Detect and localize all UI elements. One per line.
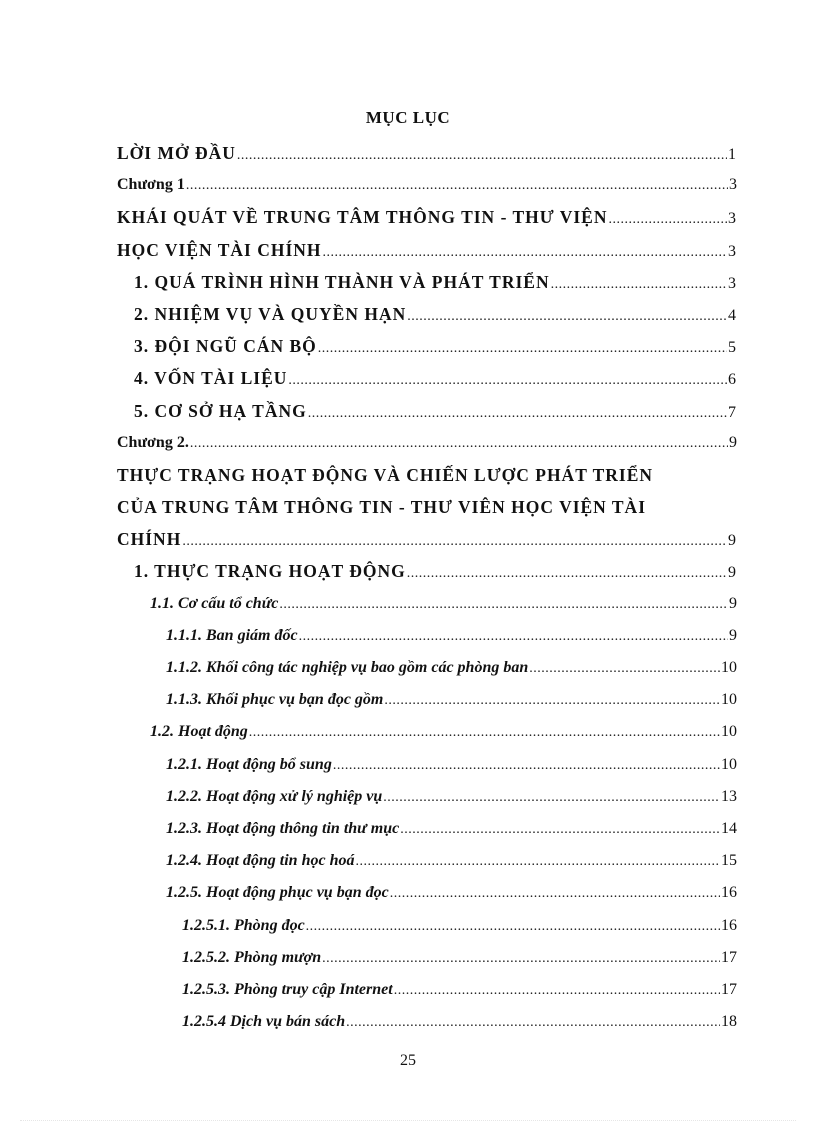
toc-entry-page: 3 bbox=[728, 242, 737, 260]
toc-entry-label: KHÁI QUÁT VỀ TRUNG TÂM THÔNG TIN - THƯ VIỆN bbox=[117, 207, 608, 228]
toc-entry-page: 6 bbox=[728, 371, 737, 389]
toc-dot-leader bbox=[400, 814, 720, 846]
toc-entry-page: 5 bbox=[728, 339, 737, 357]
toc-dot-leader bbox=[237, 140, 727, 172]
toc-dot-leader bbox=[383, 782, 720, 814]
toc-entry-label: 1.2.3. Hoạt động thông tin thư mục bbox=[166, 819, 400, 837]
toc-dot-leader bbox=[551, 269, 727, 301]
toc-entry-label: 1.2.1. Hoạt động bổ sung bbox=[166, 755, 332, 773]
toc-entry[interactable] bbox=[117, 813, 737, 845]
toc-dot-leader bbox=[355, 846, 720, 878]
toc-entry-page: 16 bbox=[721, 884, 737, 902]
toc-entry-label: 1.1.2. Khối công tác nghiệp vụ bao gồm các phòng ban bbox=[166, 659, 529, 676]
toc-entry-page: 9 bbox=[728, 532, 737, 550]
toc-entry[interactable] bbox=[117, 910, 737, 942]
toc-dot-leader bbox=[322, 943, 720, 975]
toc-entry-label: CHÍNH bbox=[117, 529, 182, 550]
toc-entry-label: 1.2.5.3. Phòng truy cập Internet bbox=[182, 980, 393, 998]
toc-entry[interactable] bbox=[117, 491, 737, 523]
toc-dot-leader bbox=[346, 1007, 720, 1039]
toc-entry[interactable] bbox=[117, 974, 737, 1006]
toc-dot-leader bbox=[279, 589, 728, 621]
toc-entry[interactable] bbox=[117, 877, 737, 909]
toc-entry[interactable] bbox=[117, 684, 737, 716]
toc-entry[interactable] bbox=[117, 427, 737, 459]
toc-dot-leader bbox=[384, 685, 720, 717]
toc-entry-page: 15 bbox=[721, 852, 737, 870]
toc-dot-leader bbox=[249, 717, 720, 749]
toc-entry-page: 3 bbox=[728, 210, 737, 228]
toc-entry-page: 3 bbox=[729, 176, 737, 194]
toc-entry-page: 10 bbox=[721, 691, 737, 709]
toc-entry-page: 10 bbox=[721, 659, 737, 676]
toc-entry[interactable] bbox=[117, 716, 737, 748]
toc-entry[interactable] bbox=[117, 298, 737, 330]
toc-dot-leader bbox=[407, 558, 727, 590]
toc-entry-label: Chương 2. bbox=[117, 433, 189, 451]
toc-entry-page: 18 bbox=[721, 1013, 737, 1031]
toc-dot-leader bbox=[323, 237, 727, 269]
toc-entry-label: 1.1.1. Ban giám đốc bbox=[166, 626, 298, 644]
toc-dot-leader bbox=[182, 526, 727, 558]
toc-entry-page: 9 bbox=[729, 594, 737, 612]
toc-entry-label: 1.1. Cơ cấu tổ chức bbox=[150, 594, 279, 612]
toc-entry-label: 1.2. Hoạt động bbox=[150, 723, 248, 741]
toc-dot-leader bbox=[186, 170, 728, 202]
toc-dot-leader bbox=[608, 204, 727, 236]
toc-entry[interactable] bbox=[117, 266, 737, 298]
toc-entry[interactable] bbox=[117, 169, 737, 201]
toc-entry-label: Chương 1 bbox=[117, 176, 185, 194]
toc-entry[interactable] bbox=[117, 588, 737, 620]
toc-entry[interactable] bbox=[117, 523, 737, 555]
toc-entry-label: 1. THỰC TRẠNG HOẠT ĐỘNG bbox=[134, 561, 406, 582]
toc-entry-label: 1.2.5. Hoạt động phục vụ bạn đọc bbox=[166, 884, 389, 902]
toc-entry-label: 1. QUÁ TRÌNH HÌNH THÀNH VÀ PHÁT TRIỂN bbox=[134, 271, 550, 292]
toc-entry[interactable] bbox=[117, 1006, 737, 1038]
toc-entry-label: 3. ĐỘI NGŨ CÁN BỘ bbox=[134, 336, 317, 357]
toc-entry-label: 4. VỐN TÀI LIỆU bbox=[134, 368, 288, 389]
toc-entry[interactable] bbox=[117, 845, 737, 877]
toc-entry[interactable] bbox=[117, 749, 737, 781]
toc-entry-page: 3 bbox=[728, 274, 737, 292]
toc-entry-page: 9 bbox=[729, 626, 737, 644]
toc-entry-label: 2. NHIỆM VỤ VÀ QUYỀN HẠN bbox=[134, 303, 407, 324]
toc-entry-page: 13 bbox=[721, 787, 737, 805]
toc-entry-label: HỌC VIỆN TÀI CHÍNH bbox=[117, 239, 322, 260]
toc-entry-page: 16 bbox=[721, 916, 737, 934]
toc-entry-label: 5. CƠ SỞ HẠ TẦNG bbox=[134, 400, 307, 421]
toc-entry[interactable] bbox=[117, 942, 737, 974]
toc-entry[interactable] bbox=[117, 330, 737, 362]
toc-entry-label: THỰC TRẠNG HOẠT ĐỘNG VÀ CHIẾN LƯỢC PHÁT TRIỂN bbox=[117, 464, 654, 485]
toc-entry[interactable] bbox=[117, 555, 737, 587]
toc-dot-leader bbox=[288, 365, 727, 397]
toc-entry-page: 17 bbox=[721, 948, 737, 966]
table-of-contents bbox=[117, 137, 737, 1038]
toc-entry-label: 1.2.5.1. Phòng đọc bbox=[182, 916, 305, 934]
toc-dot-leader bbox=[190, 428, 728, 460]
page-edge-divider bbox=[20, 1120, 796, 1121]
toc-dot-leader bbox=[390, 878, 720, 910]
toc-entry-label: 1.2.5.4 Dịch vụ bán sách bbox=[182, 1013, 346, 1031]
toc-entry[interactable] bbox=[117, 201, 737, 233]
toc-entry-label: 1.1.3. Khối phục vụ bạn đọc gồm bbox=[166, 691, 384, 709]
toc-entry[interactable] bbox=[117, 362, 737, 394]
toc-entry-page: 10 bbox=[721, 723, 737, 741]
toc-entry[interactable] bbox=[117, 459, 737, 491]
toc-entry[interactable] bbox=[117, 395, 737, 427]
toc-entry-label: CỦA TRUNG TÂM THÔNG TIN - THƯ VIÊN HỌC VIỆN TÀI bbox=[117, 497, 647, 518]
toc-entry-page: 17 bbox=[721, 980, 737, 998]
toc-entry-page: 10 bbox=[721, 755, 737, 773]
toc-entry[interactable] bbox=[117, 137, 737, 169]
page-number: 25 bbox=[400, 1052, 416, 1069]
toc-entry-page: 9 bbox=[728, 564, 737, 582]
toc-dot-leader bbox=[308, 398, 727, 430]
toc-entry-label: 1.2.4. Hoạt động tin học hoá bbox=[166, 852, 355, 870]
toc-entry[interactable] bbox=[117, 652, 737, 684]
toc-dot-leader bbox=[394, 975, 720, 1007]
toc-entry-page: 9 bbox=[729, 433, 737, 451]
toc-dot-leader bbox=[407, 301, 727, 333]
toc-entry[interactable] bbox=[117, 620, 737, 652]
toc-entry-page: 14 bbox=[721, 819, 737, 837]
toc-entry-label: LỜI MỞ ĐẦU bbox=[117, 143, 236, 163]
toc-dot-leader bbox=[529, 653, 720, 685]
toc-dot-leader bbox=[299, 621, 728, 653]
toc-entry-page: 4 bbox=[728, 306, 737, 324]
toc-entry[interactable] bbox=[117, 781, 737, 813]
toc-dot-leader bbox=[333, 750, 720, 782]
toc-entry-page: 7 bbox=[728, 403, 737, 421]
toc-entry-page: 1 bbox=[728, 146, 737, 163]
toc-entry[interactable] bbox=[117, 234, 737, 266]
page-title: MỤC LỤC bbox=[365, 108, 451, 127]
toc-entry-label: 1.2.5.2. Phòng mượn bbox=[182, 948, 322, 966]
toc-dot-leader bbox=[318, 333, 727, 365]
toc-dot-leader bbox=[306, 911, 720, 943]
toc-entry-label: 1.2.2. Hoạt động xử lý nghiệp vụ bbox=[166, 787, 383, 805]
